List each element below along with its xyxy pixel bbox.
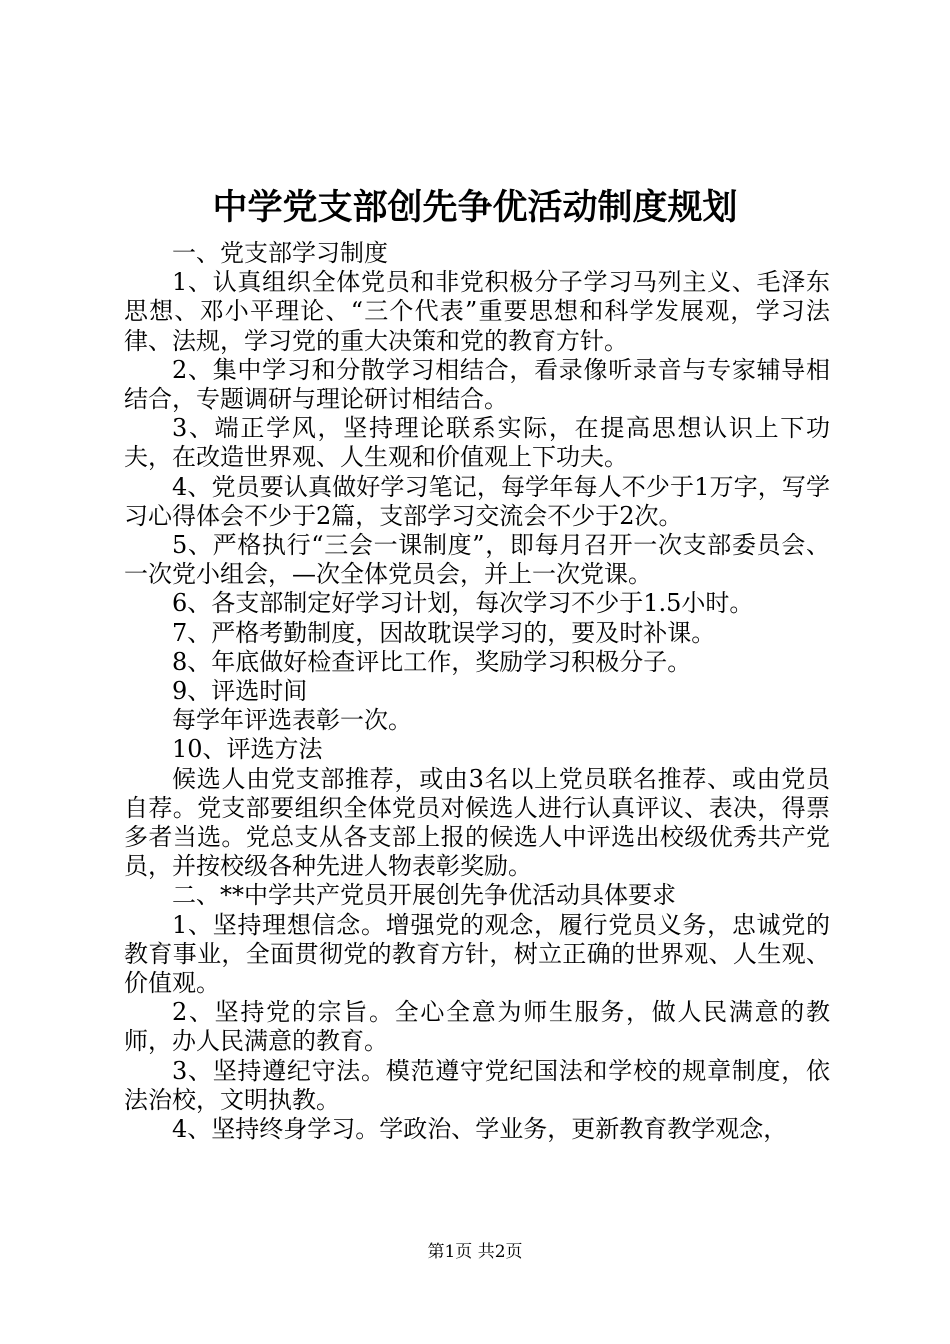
paragraph: 1、认真组织全体党员和非党积极分子学习马列主义、毛泽东思想、邓小平理论、“三个代表”重要思想和科学发展观，学习法律、法规，学习党的重大决策和党的教育方针。	[124, 268, 830, 355]
paragraph: 3、端正学风，坚持理论联系实际，在提高思想认识上下功夫，在改造世界观、人生观和价值观上下功夫。	[124, 414, 830, 472]
paragraph: 8、年底做好检查评比工作，奖励学习积极分子。	[172, 647, 692, 676]
page-number-footer: 第1页 共2页	[427, 1242, 523, 1262]
paragraph: 2、集中学习和分散学习相结合，看录像听录音与专家辅导相结合，专题调研与理论研讨相结合。	[124, 355, 830, 414]
paragraph: 每学年评选表彰一次。	[172, 706, 412, 735]
document-body	[124, 239, 830, 1144]
paragraph: 4、党员要认真做好学习笔记，每学年每人不少于1万字，写学习心得体会不少于2篇，支部学习交流会不少于2次。	[124, 472, 830, 530]
section-heading-1: 一、党支部学习制度	[172, 239, 388, 267]
paragraph: 6、各支部制定好学习计划，每次学习不少于1.5小时。	[172, 589, 754, 618]
paragraph: 3、坚持遵纪守法。模范遵守党纪国法和学校的规章制度，依法治校，文明执教。	[124, 1056, 830, 1114]
paragraph: 7、严格考勤制度，因故耽误学习的，要及时补课。	[172, 618, 716, 647]
paragraph: 10、评选方法	[172, 735, 323, 764]
paragraph: 候选人由党支部推荐，或由3名以上党员联名推荐、或由党员自荐。党支部要组织全体党员对候选人进行认真评议、表决，得票多者当选。党总支从各支部上报的候选人中评选出校级优秀共产党员，并按校级各种先进人物表彰奖励。	[124, 764, 830, 881]
paragraph: 1、坚持理想信念。增强党的观念，履行党员义务，忠诚党的教育事业，全面贯彻党的教育方针，树立正确的世界观、人生观、价值观。	[124, 910, 830, 998]
paragraph: 5、严格执行“三会一课制度”，即每月召开一次支部委员会、一次党小组会，—次全体党员会，并上一次党课。	[124, 531, 830, 589]
paragraph: 2、坚持党的宗旨。全心全意为师生服务，做人民满意的教师，办人民满意的教育。	[124, 998, 830, 1056]
paragraph: 9、评选时间	[172, 677, 308, 706]
section-heading-2: 二、**中学共产党员开展创先争优活动具体要求	[172, 881, 676, 910]
paragraph: 4、坚持终身学习。学政治、学业务，更新教育教学观念，	[172, 1115, 788, 1144]
document-title: 中学党支部创先争优活动制度规划	[212, 188, 738, 228]
